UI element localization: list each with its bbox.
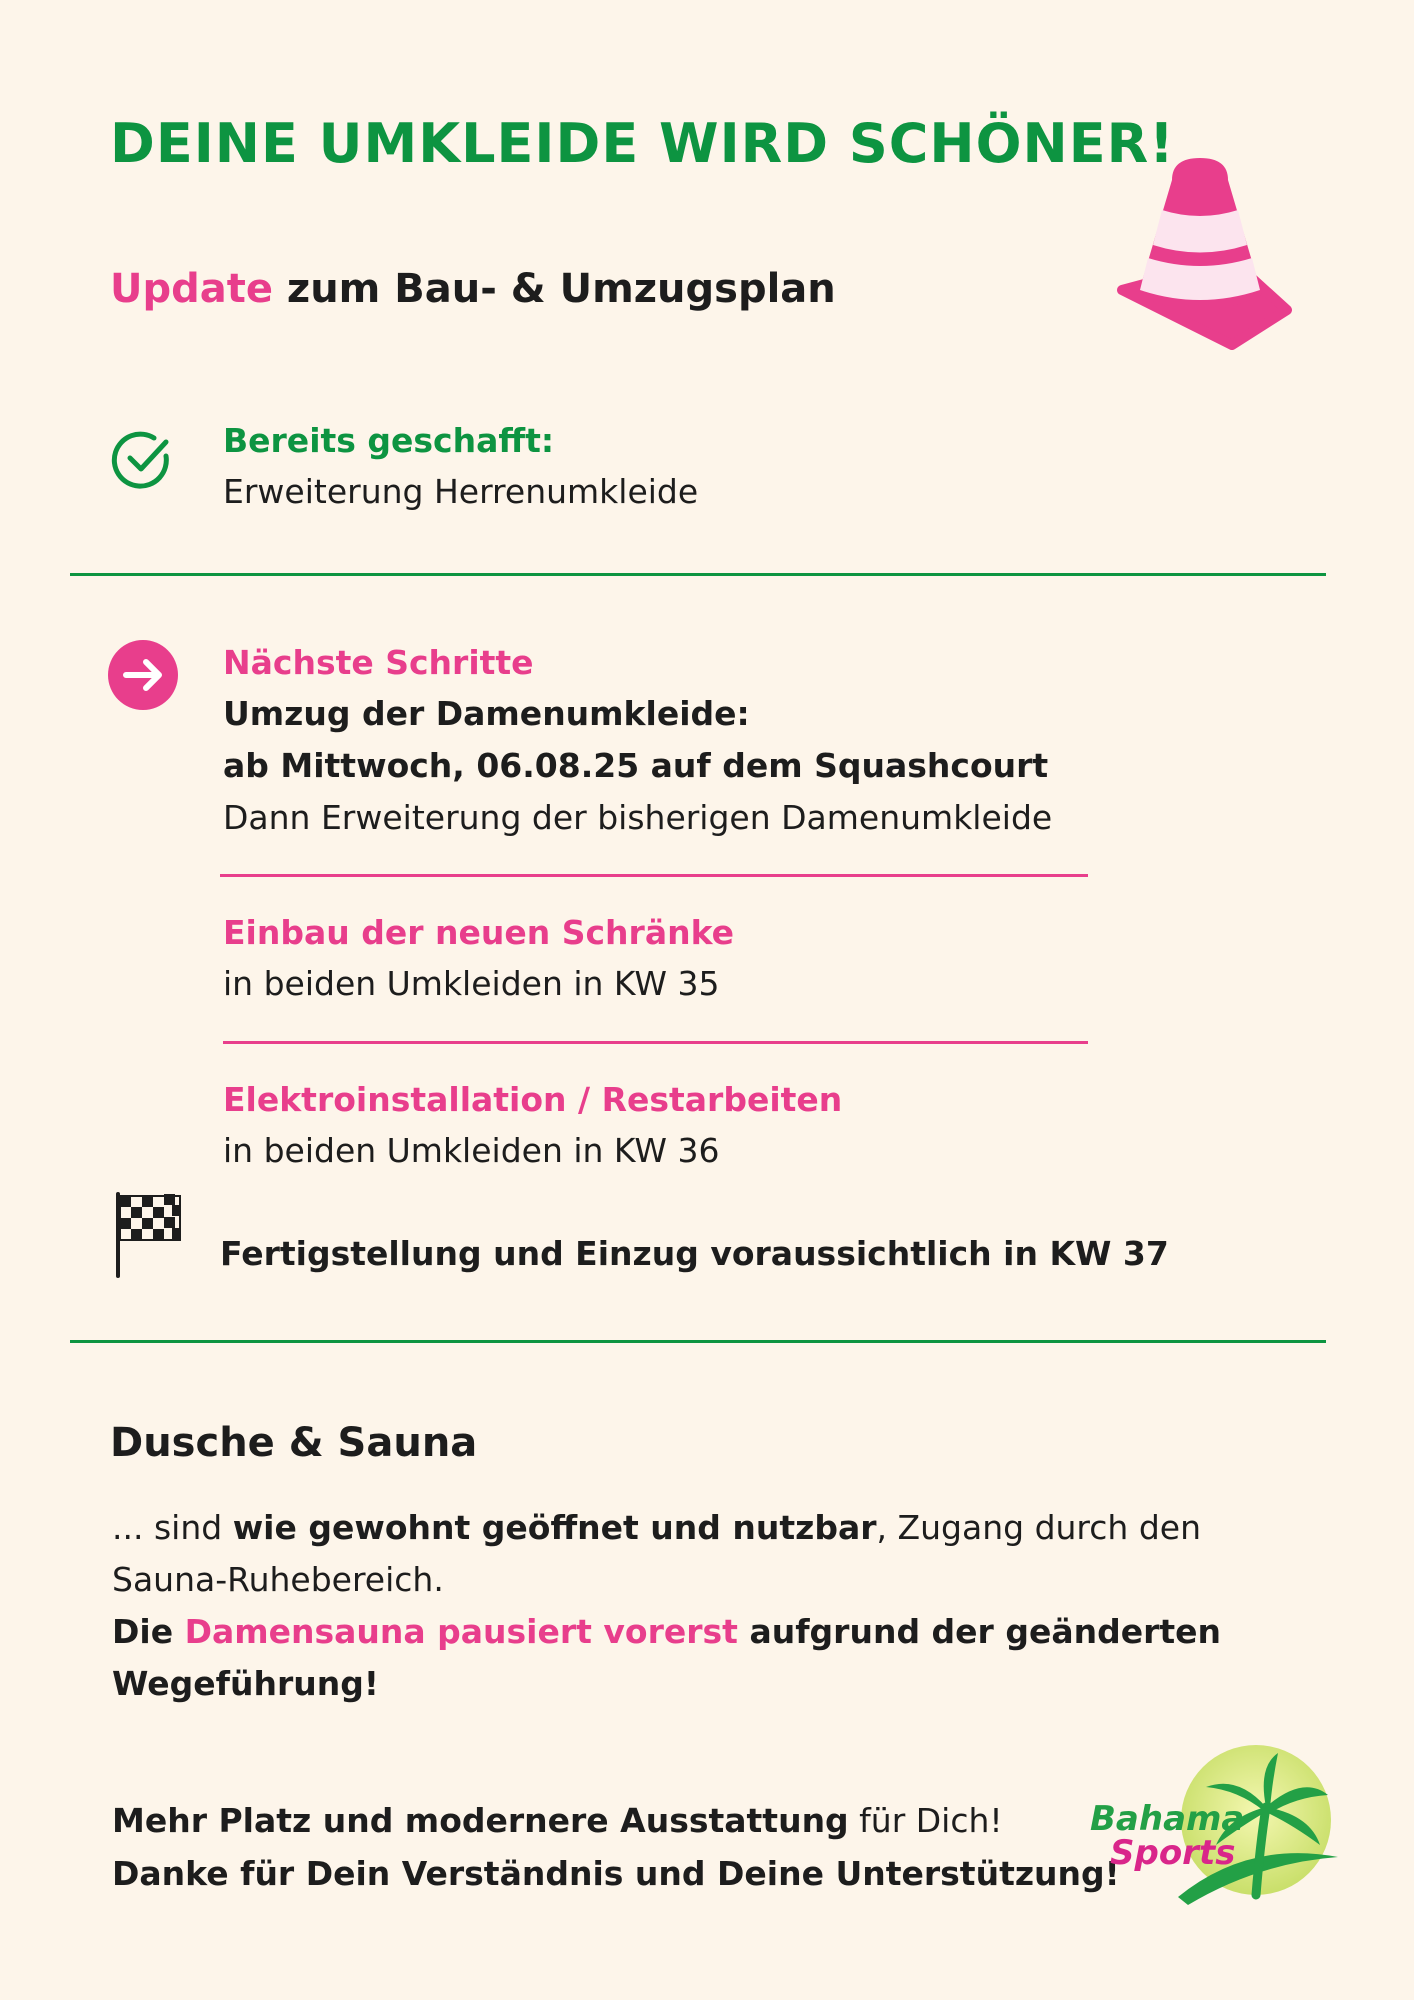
footer-line-1 bbox=[112, 1801, 1003, 1840]
divider bbox=[70, 1340, 1326, 1343]
divider bbox=[223, 1041, 1088, 1044]
arrow-right-circle-icon bbox=[108, 640, 178, 710]
footer-line-2: Danke für Dein Verständnis und Deine Unterstützung! bbox=[112, 1854, 1120, 1893]
sauna-p1-b: wie gewohnt geöffnet und nutzbar bbox=[232, 1508, 877, 1547]
sauna-p1-c: , Zugang durch den Sauna-Ruhebereich. bbox=[112, 1508, 1201, 1599]
logo-text-line-1: Bahama bbox=[1090, 1799, 1245, 1839]
sauna-paragraph-1 bbox=[112, 1502, 1232, 1606]
logo-text-line-2: Sports bbox=[1110, 1833, 1236, 1873]
subtitle-highlight: Update bbox=[110, 266, 273, 312]
footer-line1-rest: für Dich! bbox=[848, 1801, 1003, 1840]
check-circle-icon bbox=[110, 428, 174, 492]
subtitle-rest: zum Bau- & Umzugsplan bbox=[273, 266, 836, 312]
step2-text: in beiden Umkleiden in KW 35 bbox=[223, 964, 720, 1003]
sauna-paragraph-2 bbox=[112, 1606, 1232, 1710]
step3-text: in beiden Umkleiden in KW 36 bbox=[223, 1131, 720, 1170]
done-label: Bereits geschafft: bbox=[223, 421, 555, 460]
bahama-sports-logo bbox=[1088, 1745, 1338, 1905]
checkered-flag-icon bbox=[112, 1190, 184, 1280]
next-line3: Dann Erweiterung der bisherigen Damenumkleide bbox=[223, 798, 1053, 837]
next-steps-label: Nächste Schritte bbox=[223, 643, 534, 682]
sauna-p2-c: aufgrund der geänderten Wegeführung! bbox=[112, 1612, 1222, 1703]
done-text: Erweiterung Herrenumkleide bbox=[223, 472, 699, 511]
sauna-p1-a: ... sind bbox=[112, 1508, 233, 1547]
next-line1: Umzug der Damenumkleide: bbox=[223, 694, 750, 733]
finish-text: Fertigstellung und Einzug voraussichtlich in KW 37 bbox=[220, 1234, 1169, 1273]
divider bbox=[220, 874, 1088, 877]
sauna-p2-a: Die bbox=[112, 1612, 185, 1651]
subtitle bbox=[110, 266, 836, 312]
sauna-p2-b: Damensauna pausiert vorerst bbox=[184, 1612, 738, 1651]
divider bbox=[70, 573, 1326, 576]
traffic-cone-icon bbox=[1112, 150, 1292, 350]
step2-label: Einbau der neuen Schränke bbox=[223, 913, 735, 952]
next-line2: ab Mittwoch, 06.08.25 auf dem Squashcourt bbox=[223, 746, 1049, 785]
page-title: DEINE UMKLEIDE WIRD SCHÖNER! bbox=[110, 112, 1175, 175]
step3-label: Elektroinstallation / Restarbeiten bbox=[223, 1080, 843, 1119]
sauna-heading: Dusche & Sauna bbox=[110, 1420, 478, 1466]
footer-line1-bold: Mehr Platz und modernere Ausstattung bbox=[112, 1801, 849, 1840]
